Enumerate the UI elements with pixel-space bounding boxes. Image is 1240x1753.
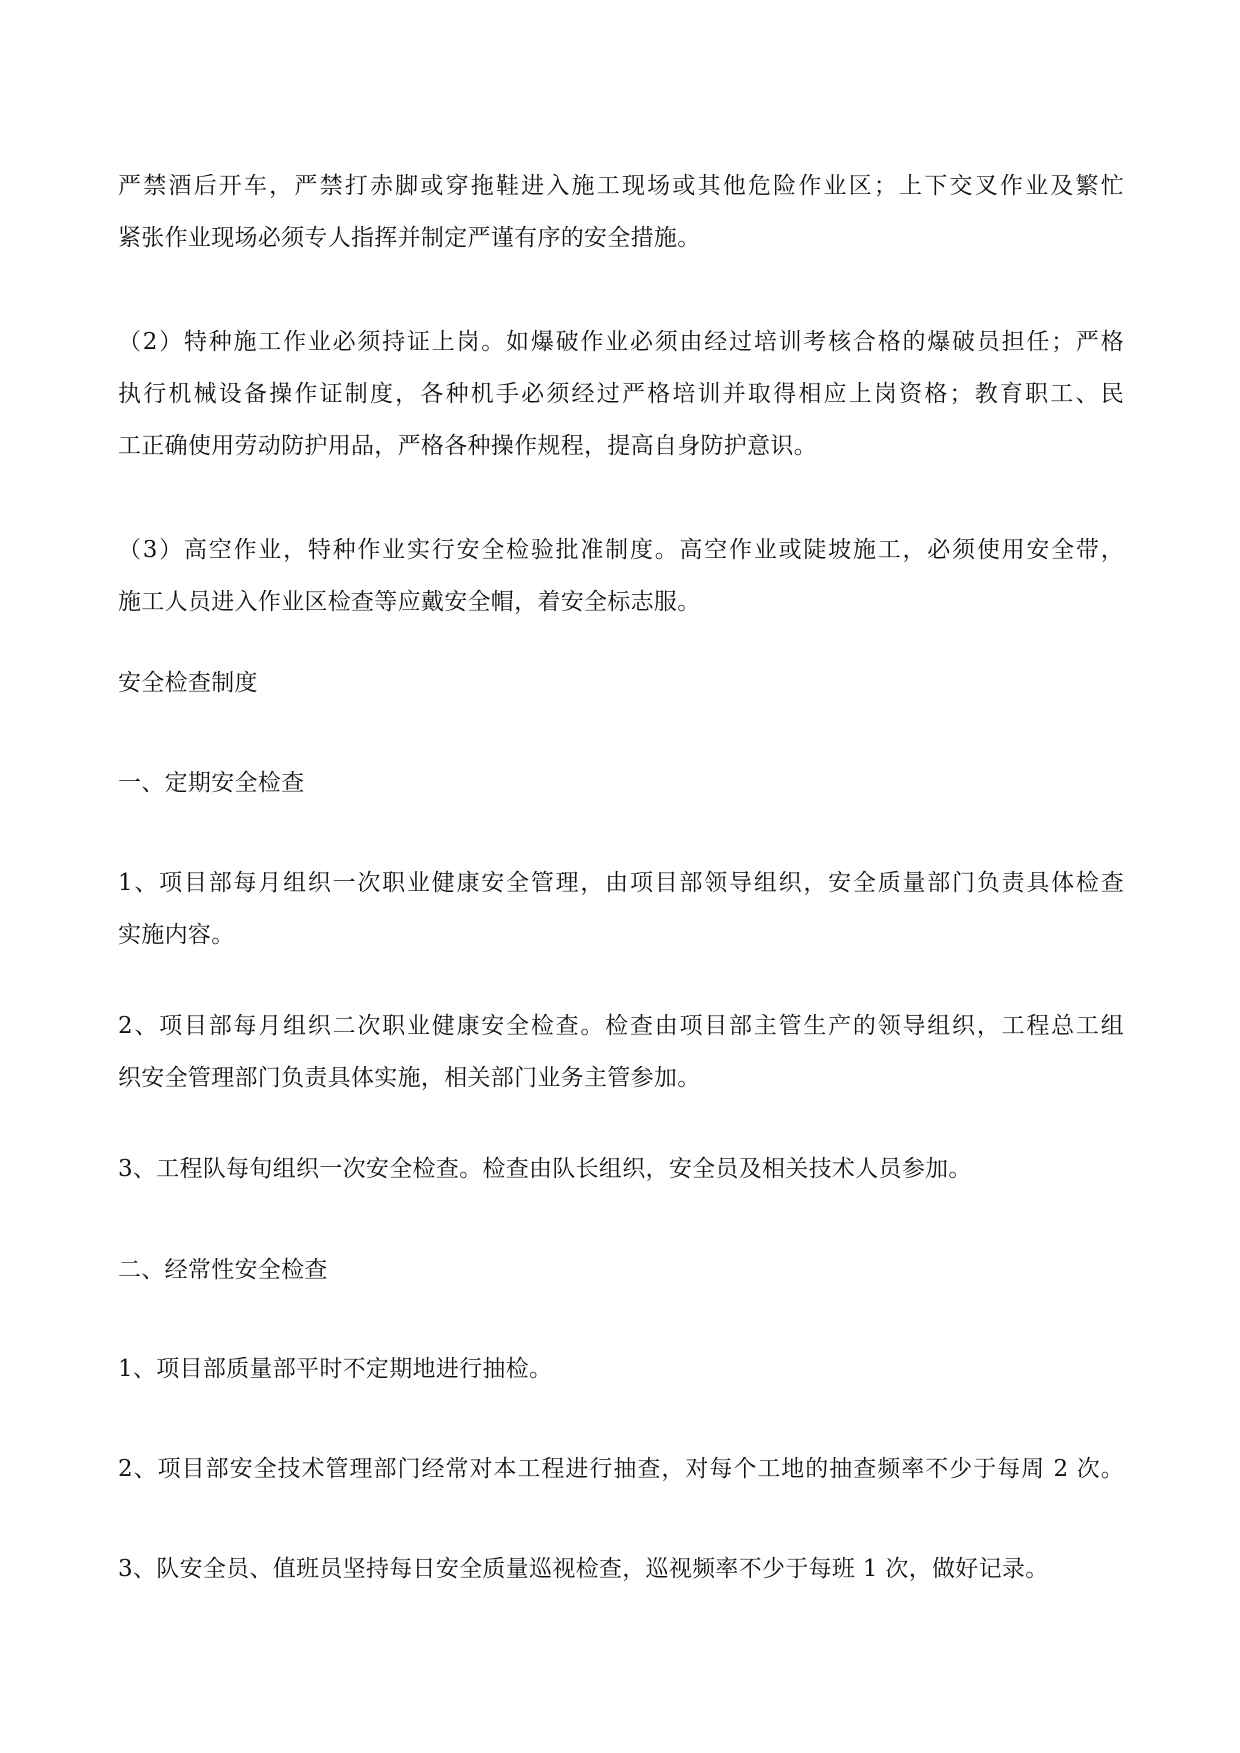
subheading-regular-check: 二、经常性安全检查 [118, 1257, 328, 1283]
item-3-line-1: 3、工程队每旬组织一次安全检查。检查由队长组织，安全员及相关技术人员参加。 [118, 1156, 972, 1182]
paragraph-2-line-2: 执行机械设备操作证制度，各种机手必须经过严格培训并取得相应上岗资格；教育职工、民 [118, 381, 1124, 407]
paragraph-3-line-1: （3）高空作业，特种作业实行安全检验批准制度。高空作业或陡坡施工，必须使用安全带， [118, 537, 1124, 563]
subheading-periodic-check: 一、定期安全检查 [118, 770, 305, 796]
regular-item-3: 3、队安全员、值班员坚持每日安全质量巡视检查，巡视频率不少于每班 1 次，做好记录。 [118, 1556, 1049, 1582]
item-1-line-2: 实施内容。 [118, 922, 235, 948]
item-1-line-1: 1、项目部每月组织一次职业健康安全管理，由项目部领导组织，安全质量部门负责具体检查 [118, 870, 1124, 896]
paragraph-1-line-2: 紧张作业现场必须专人指挥并制定严谨有序的安全措施。 [118, 225, 701, 251]
item-2-line-1: 2、项目部每月组织二次职业健康安全检查。检查由项目部主管生产的领导组织，工程总工组 [118, 1013, 1124, 1039]
paragraph-3-line-2: 施工人员进入作业区检查等应戴安全帽，着安全标志服。 [118, 589, 701, 615]
item-2-line-2: 织安全管理部门负责具体实施，相关部门业务主管参加。 [118, 1065, 701, 1091]
regular-item-2: 2、项目部安全技术管理部门经常对本工程进行抽查，对每个工地的抽查频率不少于每周 2 次。 [118, 1456, 1124, 1482]
regular-item-1: 1、项目部质量部平时不定期地进行抽检。 [118, 1356, 553, 1382]
paragraph-2-line-3: 工正确使用劳动防护用品，严格各种操作规程，提高自身防护意识。 [118, 433, 817, 459]
paragraph-1-line-1: 严禁酒后开车，严禁打赤脚或穿拖鞋进入施工现场或其他危险作业区；上下交叉作业及繁忙 [118, 173, 1124, 199]
section-heading: 安全检查制度 [118, 670, 258, 696]
paragraph-2-line-1: （2）特种施工作业必须持证上岗。如爆破作业必须由经过培训考核合格的爆破员担任；严格 [118, 329, 1124, 355]
